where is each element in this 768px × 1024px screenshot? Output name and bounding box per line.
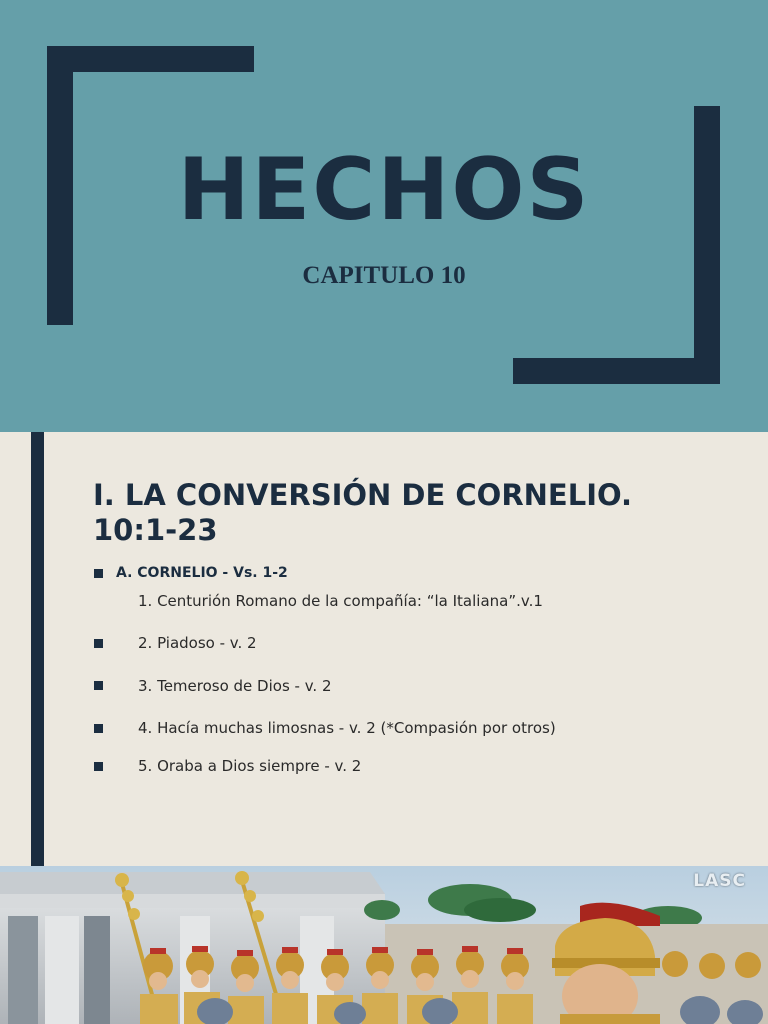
section-heading-line-2: 10:1-23 — [93, 513, 218, 547]
bullet-square-icon — [94, 639, 103, 648]
bullet-square-icon — [94, 724, 103, 733]
slide-title: HECHOS — [177, 140, 591, 240]
slide-subtitle: CAPITULO 10 — [302, 262, 466, 289]
list-item: 4. Hacía muchas limosnas - v. 2 (*Compasión por otros) — [138, 719, 556, 737]
bullet-list — [0, 432, 768, 866]
roman-soldiers-illustration — [0, 866, 768, 1024]
bullet-square-icon — [94, 681, 103, 690]
section-heading-line-1: I. LA CONVERSIÓN DE CORNELIO. — [93, 478, 633, 512]
illustration-graphic — [0, 866, 768, 1024]
list-item: 5. Oraba a Dios siempre - v. 2 — [138, 757, 362, 775]
list-item: A. CORNELIO - Vs. 1-2 — [116, 565, 288, 581]
title-slide — [0, 0, 768, 432]
list-item: 3. Temeroso de Dios - v. 2 — [138, 677, 332, 695]
frame-corner-bottom-right-horizontal — [513, 358, 720, 384]
frame-corner-top-left-horizontal — [47, 46, 254, 72]
bullet-square-icon — [94, 762, 103, 771]
list-item: 1. Centurión Romano de la compañía: “la Italiana”.v.1 — [138, 592, 543, 610]
content-slide — [0, 432, 768, 866]
watermark-text: LASC — [693, 871, 746, 891]
bullet-square-icon — [94, 569, 103, 578]
list-item: 2. Piadoso - v. 2 — [138, 634, 257, 652]
